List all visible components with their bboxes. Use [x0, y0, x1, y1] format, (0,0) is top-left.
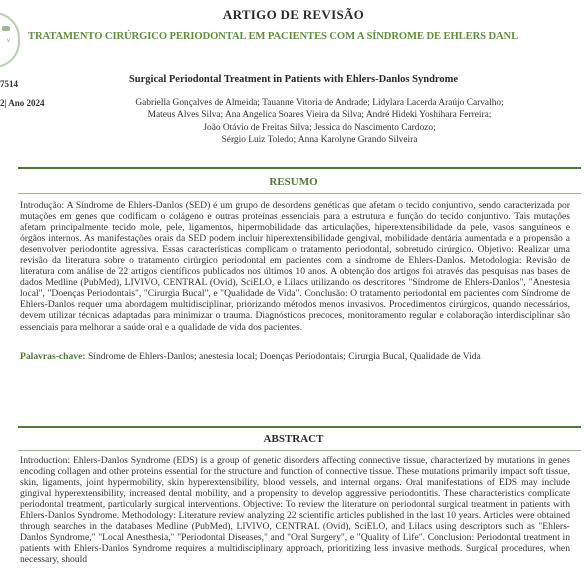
volume-year: 2| Ano 2024 [0, 98, 45, 108]
author-line: João Otávio de Freitas Silva; Jessica do Nascimento Cardozo; [203, 122, 436, 133]
section-divider-thin [18, 193, 581, 194]
abstract-text: Introduction: Ehlers-Danlos Syndrome (EDS) is a group of genetic disorders affecting connective tissue, characterized by mutations in genes encoding collagen and other proteins essential for the structure and function of connective tissue. These mutations primarily impact soft tissue, skin, ligaments, joint hypermobility, skin hyperextensibility, blood vessels, and internal organs. Oral manifestations of EDS may include gingival hyperextensibility, increased dental mobility, and a propensity to develop aggressive periodontitis. These characteristics complicate periodontal treatment, particularly surgical interventions. Objective: To review the literature on periodontal surgical treatment in patients with Ehlers-Danlos Syndrome. Methodology: Literature review analyzing 22 scientific articles published in the last 10 years. Articles were obtained through searches in the databases Medline (PubMed), LIVIVO, CENTRAL (Ovid), SciELO, and Lilacs using descriptors such as "Ehlers-Danlos Syndrome," "Local Anesthesia," "Periodontal Diseases," and "Oral Surgery", e "Quality of Life". Conclusion: Periodontal treatment in patients with Ehlers-Danlos Syndrome requires a multidisciplinary approach, prioritizing less invasive methods. Surgical procedures, when necessary, should [20, 455, 570, 566]
section-divider-thin [18, 450, 581, 451]
section-divider [18, 426, 581, 428]
keywords [20, 351, 575, 362]
section-divider [18, 167, 581, 169]
author-list [82, 97, 557, 146]
title-portuguese: TRATAMENTO CIRÚRGICO PERIODONTAL EM PACIENTES COM A SÍNDROME DE EHLERS DANL [28, 31, 519, 42]
resumo-heading: RESUMO [269, 176, 318, 188]
logo-leaf-icon [2, 26, 10, 31]
author-line: Sérgio Luiz Toledo; Anna Karolyne Grando Silveira [221, 134, 418, 145]
resumo-text: Introdução: A Síndrome de Ehlers-Danlos (SED) é um grupo de desordens genéticas que afetam o tecido conjuntivo, sendo caracterizada por mutações em genes que codificam o colágeno e outras proteínas essenciais para a estrutura e função do tecido conjuntivo. Tais mutações afetam principalmente tecido mole, pele, ligamentos, hipermobilidade das articulações, hiperextensibilidade da pele, vasos sanguíneos e órgãos internos. As manifestações orais da SED podem incluir hiperextensibilidade gengival, mobilidade dentária aumentada e a propensão a desenvolver periodontite agressiva. Essas características complicam o tratamento periodontal, sobretudo cirúrgico. Objetivo: Realizar uma revisão da literatura sobre o tratamento cirúrgico periodontal em pacientes com a síndrome de Ehlers-Danlos. Metodologia: Revisão de literatura com análise de 22 artigos científicos publicados nos últimos 10 anos. A obtenção dos artigos foi através das pesquisas nas bases de dados Medline (PubMed), LIVIVO, CENTRAL (Ovid), SciELO, e Lilacs utilizando os descritores "Síndrome de Ehlers-Danlos", "Anestesia local", "Doenças Periodontais", "Cirurgia Bucal", e "Qualidade de Vida". Conclusão: O tratamento periodontal em pacientes com Síndrome de Ehlers-Danlos requer uma abordagem multidisciplinar, priorizando métodos menos invasivos. Procedimentos cirúrgicos, quando necessários, devem utilizar técnicas adaptadas para minimizar o trauma. Diagnósticos precoces, monitoramento regular e colaboração interdisciplinar são essenciais para melhorar a saúde oral e a qualidade de vida dos pacientes. [20, 200, 570, 333]
issn-fragment: 7514 [0, 79, 18, 89]
keywords-label: Palavras-chave: [20, 351, 86, 362]
abstract-heading: ABSTRACT [263, 433, 324, 445]
keywords-list: Síndrome de Ehlers-Danlos; anestesia local; Doenças Periodontais; Cirurgia Bucal, Qualidade de Vida [87, 351, 481, 362]
author-line: Mateus Alves Silva; Ana Angelica Soares Vieira da Silva; André Hideki Yoshihara Ferreira; [147, 110, 492, 121]
logo-mark: v [7, 38, 10, 44]
author-line: Gabriella Gonçalves de Almeida; Tauanne Vitoria de Andrade; Lidylara Lacerda Araújo Carvalho; [135, 98, 504, 108]
section-type: ARTIGO DE REVISÃO [222, 7, 365, 22]
title-english: Surgical Periodontal Treatment in Patients with Ehlers-Danlos Syndrome [128, 74, 459, 85]
